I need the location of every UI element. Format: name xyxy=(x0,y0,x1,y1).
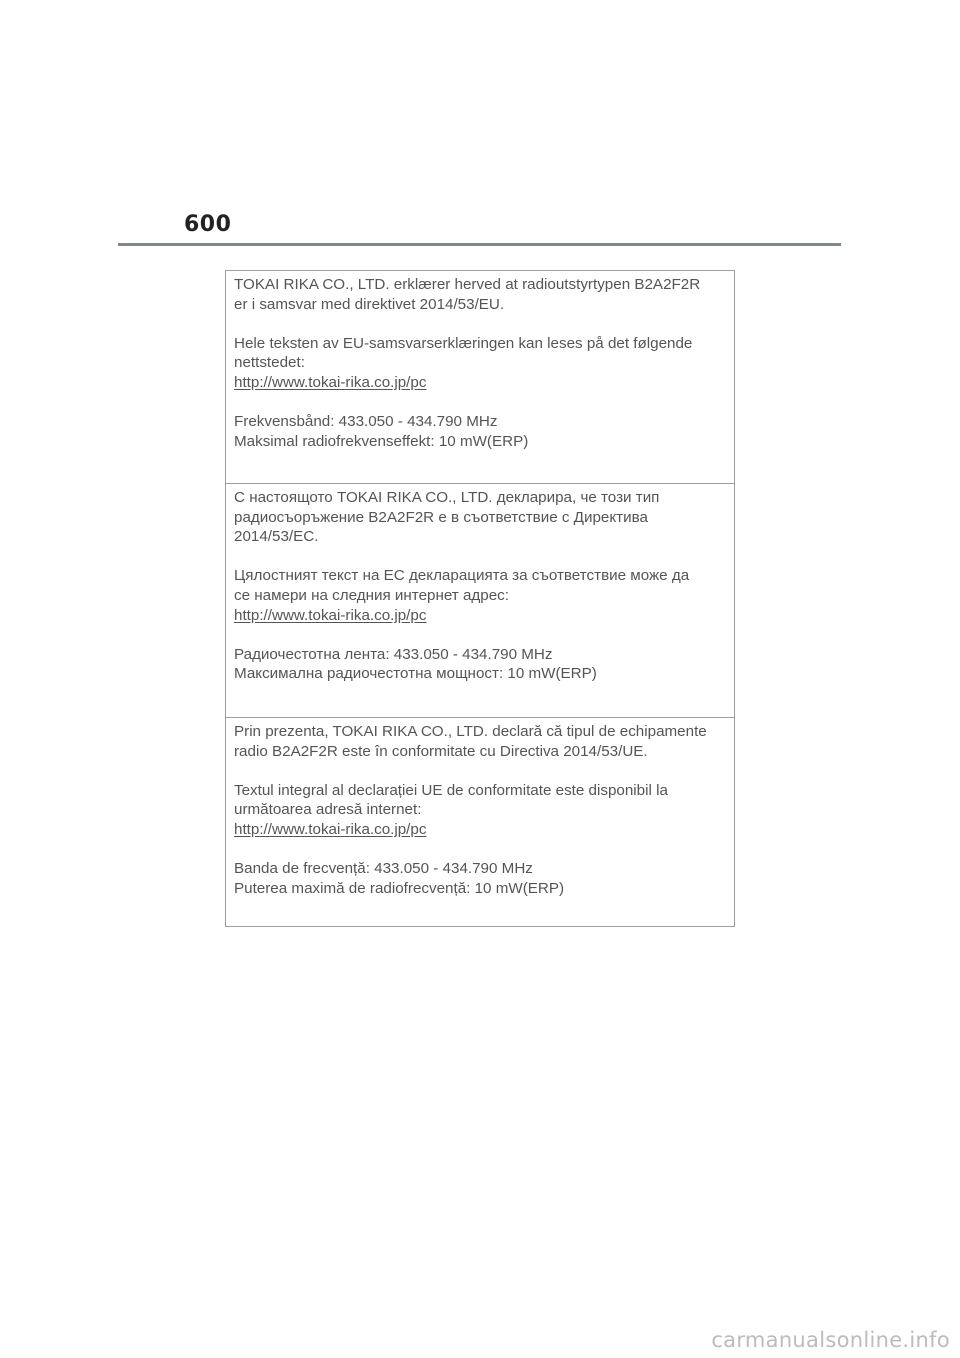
declaration-url-link[interactable]: http://www.tokai-rika.co.jp/pc xyxy=(234,373,427,391)
statement-line: радиосъоръжение B2A2F2R е в съответствие с Директива xyxy=(234,508,648,526)
max-power: Puterea maximă de radiofrecvență: 10 mW(ERP) xyxy=(234,879,565,897)
header-divider xyxy=(118,243,841,246)
full-text-line: Textul integral al declarației UE de conformitate este disponibil la xyxy=(234,781,668,799)
specs-paragraph xyxy=(234,645,708,684)
statement-line: er i samsvar med direktivet 2014/53/EU. xyxy=(234,295,505,313)
statement-line: Prin prezenta, TOKAI RIKA CO., LTD. declară că tipul de echipamente xyxy=(234,723,707,740)
full-text-line: се намери на следния интернет адрес: xyxy=(234,586,509,604)
full-text-line: următoarea adresă internet: xyxy=(234,801,422,819)
declaration-norwegian xyxy=(226,271,734,483)
declaration-bulgarian xyxy=(226,483,734,717)
frequency-band: Радиочестотна лента: 433.050 - 434.790 MHz xyxy=(234,645,553,663)
statement-line: TOKAI RIKA CO., LTD. erklærer herved at radioutstyrtypen B2A2F2R xyxy=(234,276,701,293)
specs-paragraph xyxy=(234,412,708,451)
statement-line: 2014/53/ЕС. xyxy=(234,528,319,546)
declaration-url-link[interactable]: http://www.tokai-rika.co.jp/pc xyxy=(234,820,427,838)
full-text-line: Hele teksten av EU-samsvarserklæringen kan leses på det følgende xyxy=(234,334,693,352)
frequency-band: Banda de frecvență: 433.050 - 434.790 MHz xyxy=(234,860,533,878)
full-text-line: nettstedet: xyxy=(234,354,305,372)
page-number: 600 xyxy=(184,212,232,237)
specs-paragraph xyxy=(234,859,708,898)
statement-line: С настоящото TOKAI RIKA CO., LTD. декларира, че този тип xyxy=(234,489,660,506)
statement-paragraph xyxy=(234,275,708,314)
full-text-paragraph xyxy=(234,566,708,625)
full-text-paragraph xyxy=(234,781,708,840)
statement-paragraph xyxy=(234,488,708,547)
max-power: Максимална радиочестотна мощност: 10 mW(ERP) xyxy=(234,665,597,683)
declaration-url-link[interactable]: http://www.tokai-rika.co.jp/pc xyxy=(234,606,427,624)
declaration-romanian xyxy=(226,717,734,926)
statement-paragraph xyxy=(234,722,708,761)
frequency-band: Frekvensbånd: 433.050 - 434.790 MHz xyxy=(234,413,498,431)
statement-line: radio B2A2F2R este în conformitate cu Directiva 2014/53/UE. xyxy=(234,742,648,760)
declaration-table xyxy=(225,270,735,927)
full-text-line: Цялостният текст на ЕС декларацията за съответствие може да xyxy=(234,567,690,585)
watermark-text: carmanualsonline.info xyxy=(711,1328,950,1352)
max-power: Maksimal radiofrekvenseffekt: 10 mW(ERP) xyxy=(234,432,529,450)
full-text-paragraph xyxy=(234,334,708,393)
